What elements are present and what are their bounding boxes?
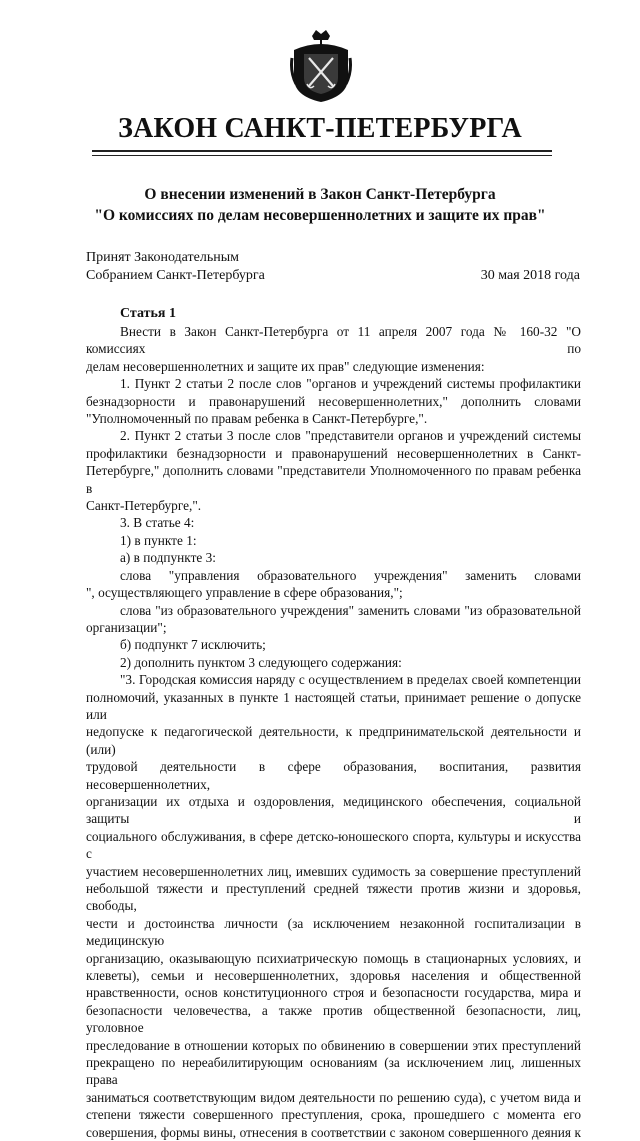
coat-of-arms-icon [290,28,352,104]
adoption-date: 30 мая 2018 года [480,268,580,283]
text-line: участием несовершеннолетних лиц, имевших судимость за совершение преступлений [86,863,581,879]
text-line: трудовой деятельности в сфере образования, воспитания, развития несовершеннолетних, [86,759,581,792]
text-line: преследование в отношении которых по обвинению в совершении этих преступлений [86,1037,581,1053]
law-subtitle-line1: О внесении изменений в Закон Санкт-Петербурга [144,186,496,203]
adoption-note-line2: Собранием Санкт-Петербурга [86,268,265,283]
text-line: слова "управления образовательного учреждения" заменить словами [120,567,581,583]
law-subtitle-line2: "О комиссиях по делам несовершеннолетних и защите их прав" [94,207,546,224]
text-line: совершения, формы вины, отнесения в соответствии с законом совершенного деяния к [86,1124,581,1140]
text-line: заниматься соответствующим видом деятельности по решению суда), с учетом вида и [86,1089,581,1105]
text-line: полномочий, указанных в пункте 1 настоящей статьи, принимает решение о допуске или [86,689,581,722]
text-line: ", осуществляющего управление в сфере образования,"; [86,585,403,601]
text-line: б) подпункт 7 исключить; [120,637,266,653]
text-line: Петербурге," дополнить словами "представители Уполномоченного по правам ребенка в [86,463,581,496]
text-line: делам несовершеннолетних и защите их прав" следующие изменения: [86,358,485,374]
text-line: организации"; [86,619,167,635]
text-line: организации их отдыха и оздоровления, медицинского обеспечения, социальной защиты и [86,793,581,827]
text-line: 3. В статье 4: [120,515,195,531]
adoption-note [86,249,265,285]
article-title: Статья 1 [120,306,176,321]
title-rule-thin [92,155,552,156]
text-line: 1) в пункте 1: [120,532,197,548]
text-line: безопасности человечества, а также против общественной безопасности, лиц, уголовное [86,1002,581,1036]
title-rule-thick [92,150,552,152]
text-line: степени тяжести совершенного преступления, срока, прошедшего с момента его [86,1107,581,1123]
text-line: чести и достоинства личности (за исключением незаконной госпитализации в медицинскую [86,915,581,949]
text-line: прекращено по нереабилитирующим основаниям (за исключением лиц, лишенных права [86,1055,581,1088]
text-line: Внести в Закон Санкт-Петербурга от 11 апреля 2007 года № 160-32 "О комиссиях по [86,324,581,357]
text-line: 2. Пункт 2 статьи 3 после слов "представители органов и учреждений системы [120,428,581,444]
article-body [86,323,581,1141]
text-line: недопуске к педагогической деятельности, к предпринимательской деятельности и (или) [86,724,581,757]
text-line: организацию, оказывающую психиатрическую помощь в стационарных условиях, и [86,950,581,966]
text-line: 1. Пункт 2 статьи 2 после слов "органов и учреждений системы профилактики [120,376,581,392]
text-line: клеветы), семьи и несовершеннолетних, здоровья населения и общественной [86,968,581,984]
text-line: безнадзорности и правонарушений несовершеннолетних," дополнить словами [86,393,581,409]
law-title: ЗАКОН САНКТ-ПЕТЕРБУРГА [118,113,522,144]
text-line: социального обслуживания, в сфере детско-юношеского спорта, культуры и искусства с [86,828,581,862]
adoption-note-line1: Принят Законодательным [86,250,239,265]
text-line: а) в подпункте 3: [120,550,216,566]
text-line: небольшой тяжести и преступлений средней тяжести против жизни и здоровья, свободы, [86,881,581,914]
text-line: слова "из образовательного учреждения" заменить словами "из образовательной [120,602,581,618]
text-line: "3. Городская комиссия наряду с осуществлением в пределах своей компетенции [120,672,581,688]
text-line: Санкт-Петербурге,". [86,498,202,514]
text-line: нравственности, основ конституционного строя и безопасности государства, мира и [86,985,581,1001]
text-line: 2) дополнить пунктом 3 следующего содержания: [120,654,402,670]
text-line: профилактики безнадзорности и правонарушений несовершеннолетних в Санкт- [86,445,581,461]
text-line: "Уполномоченный по правам ребенка в Санкт-Петербурге,". [86,411,428,427]
